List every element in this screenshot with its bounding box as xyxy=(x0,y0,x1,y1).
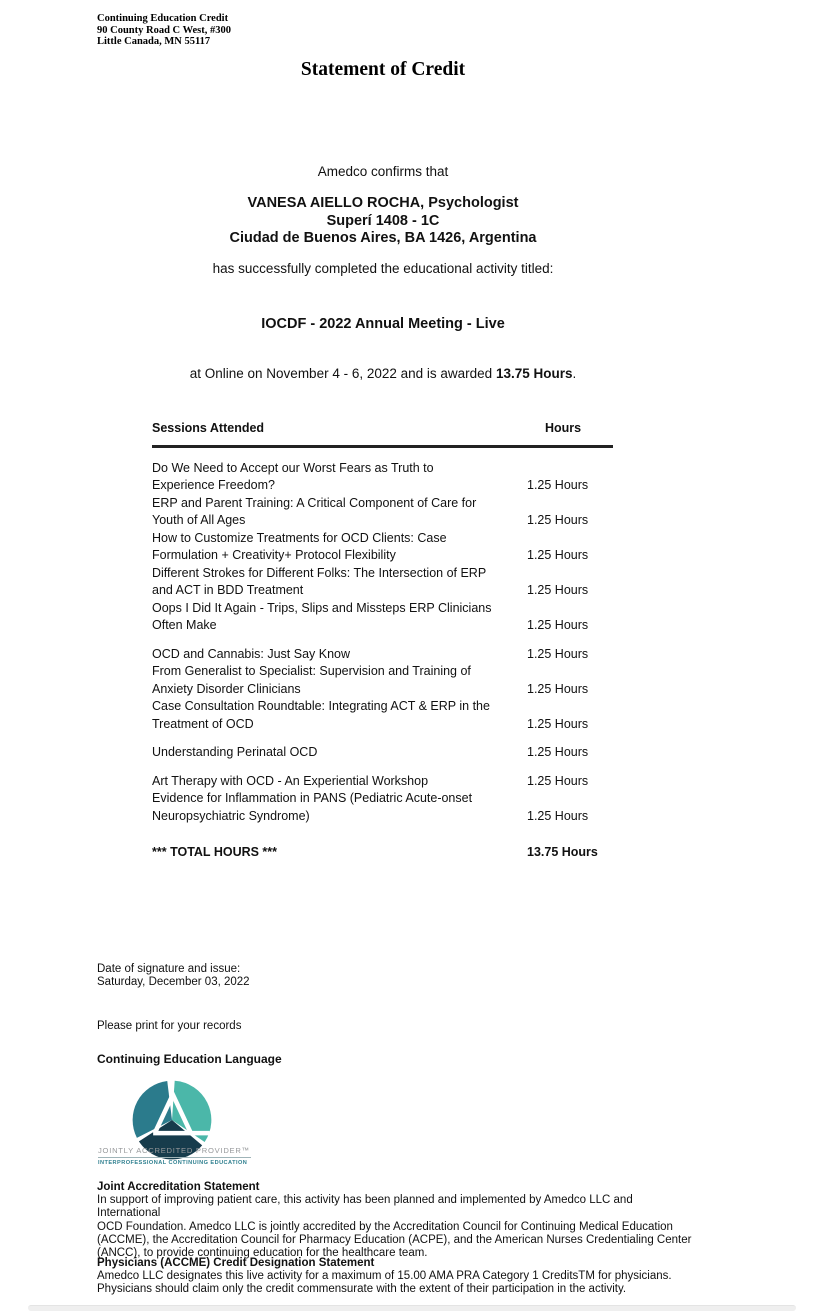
session-title: Different Strokes for Different Folks: The Intersection of ERP and ACT in BDD Treatment xyxy=(152,565,487,597)
session-hours: 1.25 Hours xyxy=(527,618,589,632)
session-title: Understanding Perinatal OCD xyxy=(152,745,318,759)
session-hours: 1.25 Hours xyxy=(527,548,589,562)
print-note: Please print for your records xyxy=(97,1020,242,1032)
session-hours: 1.25 Hours xyxy=(527,478,589,492)
column-header-hours: Hours xyxy=(545,421,582,435)
issuer-line: 90 County Road C West, #300 xyxy=(97,24,231,36)
date-value: Saturday, December 03, 2022 xyxy=(97,976,250,988)
session-title: How to Customize Treatments for OCD Clients: Case Formulation + Creativity+ Protocol Flexibility xyxy=(152,530,447,562)
table-row xyxy=(152,646,613,664)
session-hours: 1.25 Hours xyxy=(527,745,589,759)
session-hours: 1.25 Hours xyxy=(527,583,589,597)
session-hours: 1.25 Hours xyxy=(527,646,589,661)
total-label: *** TOTAL HOURS *** xyxy=(152,845,278,859)
total-row xyxy=(152,845,613,859)
confirm-line: Amedco confirms that xyxy=(317,164,449,179)
table-row xyxy=(152,495,613,530)
date-label: Date of signature and issue: xyxy=(97,963,241,975)
recipient-block xyxy=(97,195,669,248)
session-hours: 1.25 Hours xyxy=(527,681,589,696)
session-title: Oops I Did It Again - Trips, Slips and Missteps ERP Clinicians Often Make xyxy=(152,600,492,632)
table-row xyxy=(152,530,613,565)
joint-accreditation-heading: Joint Accreditation Statement xyxy=(97,1181,260,1193)
table-rows xyxy=(152,460,613,826)
logo-caption-divider xyxy=(98,1157,251,1158)
sessions-table xyxy=(152,421,613,859)
session-title: Art Therapy with OCD - An Experiential Workshop xyxy=(152,773,429,788)
table-row xyxy=(152,600,613,635)
table-header-row xyxy=(152,421,613,435)
column-header-sessions: Sessions Attended xyxy=(152,421,265,435)
issuer-line: Little Canada, MN 55117 xyxy=(97,36,211,48)
issuer-line: Continuing Education Credit xyxy=(97,13,229,24)
session-title: Case Consultation Roundtable: Integrating ACT & ERP in the Treatment of OCD xyxy=(152,699,490,731)
session-title: Do We Need to Accept our Worst Fears as Truth to Experience Freedom? xyxy=(152,460,434,492)
table-row xyxy=(152,565,613,600)
session-hours: 1.25 Hours xyxy=(527,773,589,788)
session-hours: 1.25 Hours xyxy=(527,513,589,527)
table-row xyxy=(152,744,613,762)
accme-designation-heading: Physicians (ACCME) Credit Designation Statement xyxy=(97,1257,375,1269)
accme-designation-body: Amedco LLC designates this live activity for a maximum of 15.00 AMA PRA Category 1 CreditsTM for physicians. Physicians should claim only the credit commensurate with the extent of their participation in the activity. xyxy=(97,1270,672,1296)
ce-language-heading: Continuing Education Language xyxy=(97,1052,282,1066)
logo-caption-line2: INTERPROFESSIONAL CONTINUING EDUCATION xyxy=(98,1159,248,1166)
logo-caption-line1: JOINTLY ACCREDITED PROVIDER™ xyxy=(98,1146,250,1155)
recipient-name: VANESA AIELLO ROCHA, Psychologist xyxy=(247,195,519,211)
table-row xyxy=(152,790,613,825)
session-title: ERP and Parent Training: A Critical Component of Care for Youth of All Ages xyxy=(152,495,477,527)
award-hours: 13.75 Hours xyxy=(495,366,573,381)
session-title: From Generalist to Specialist: Supervision and Training of Anxiety Disorder Clinicians xyxy=(152,664,471,696)
signature-date-block xyxy=(97,963,250,989)
recipient-address-line2: Ciudad de Buenos Aires, BA 1426, Argentina xyxy=(229,230,537,247)
award-suffix: . xyxy=(572,366,577,381)
table-row xyxy=(152,698,613,733)
issuer-address-block xyxy=(97,13,231,48)
page-divider xyxy=(28,1305,796,1311)
session-hours: 1.25 Hours xyxy=(527,808,589,823)
table-row xyxy=(152,773,613,791)
table-header-divider xyxy=(152,445,613,448)
completion-line: has successfully completed the educational activity titled: xyxy=(212,261,554,276)
session-hours: 1.25 Hours xyxy=(527,716,589,731)
session-title: OCD and Cannabis: Just Say Know xyxy=(152,646,351,661)
activity-title: IOCDF - 2022 Annual Meeting - Live xyxy=(261,316,505,332)
table-row xyxy=(152,460,613,495)
award-line xyxy=(97,366,669,381)
award-prefix: at Online on November 4 - 6, 2022 and is awarded xyxy=(189,366,496,381)
joint-accreditation-body: In support of improving patient care, this activity has been planned and implemented by Amedco LLC and International OCD Foundation. Amedco LLC is jointly accredited by the Accreditation Council for Continuing Medical Education (ACCME), the Accreditation Council for Pharmacy Education (ACPE), and the American Nurses Credentialing Center (ANCC), to provide continuing education for the healthcare team. xyxy=(97,1194,692,1260)
total-hours: 13.75 Hours xyxy=(527,845,598,859)
recipient-address-line1: Superí 1408 - 1C xyxy=(326,212,440,229)
table-row xyxy=(152,663,613,698)
session-title: Evidence for Inflammation in PANS (Pediatric Acute-onset Neuropsychiatric Syndrome) xyxy=(152,791,473,823)
page-title: Statement of Credit xyxy=(300,59,466,80)
